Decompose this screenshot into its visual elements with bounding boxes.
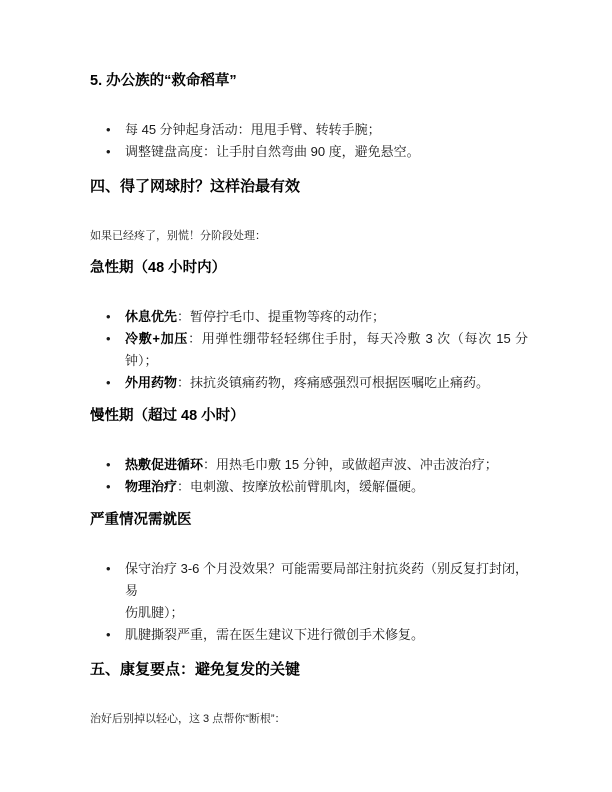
bullet-icon: •	[106, 479, 111, 494]
bullet-icon: •	[106, 375, 111, 390]
list-item-line	[125, 624, 528, 646]
text-run: ：暂停拧毛巾、提重物等疼的动作；	[177, 309, 386, 324]
bullet-icon: •	[106, 331, 111, 346]
bold-term: 休息优先	[125, 309, 178, 324]
list-item-line	[125, 372, 528, 394]
bullet-icon: •	[106, 561, 111, 576]
bold-term: 物理治疗	[125, 479, 178, 494]
bullet-list	[90, 306, 528, 394]
subsection-heading: 5. 办公族的“救命稻草”	[90, 73, 237, 89]
list-item	[90, 306, 528, 328]
text-run: 调整键盘高度：让手肘自然弯曲 90 度，避免悬空。	[125, 144, 420, 159]
bullet-icon: •	[106, 144, 111, 159]
section-heading: 四、得了网球肘？这样治最有效	[90, 178, 301, 195]
list-item-line	[125, 454, 528, 476]
bold-term: 热敷促进循环	[125, 457, 204, 472]
text-run: 保守治疗 3-6 个月没效果？可能需要局部注射抗炎药（别反复打封闭，易	[125, 561, 529, 598]
subsection-heading: 急性期（48 小时内）	[90, 260, 227, 276]
list-item-line	[125, 350, 528, 372]
list-item-line	[125, 602, 528, 624]
subsection-heading: 慢性期（超过 48 小时）	[90, 408, 245, 424]
text-run: 肌腱撕裂严重，需在医生建议下进行微创手术修复。	[125, 627, 425, 642]
list-item-line	[125, 558, 528, 602]
bullet-list	[90, 558, 528, 646]
list-item	[90, 119, 528, 141]
text-run: ：用弹性绷带轻轻绑住手肘，每天冷敷 3 次（每次 15 分	[188, 331, 528, 346]
bullet-icon: •	[106, 309, 111, 324]
bold-term: 冷敷+加压	[125, 331, 189, 346]
list-item-line	[125, 141, 528, 163]
list-item-line	[125, 306, 528, 328]
bullet-list	[90, 119, 528, 163]
list-item	[90, 454, 528, 476]
list-item	[90, 624, 528, 646]
text-run: ：抹抗炎镇痛药物，疼痛感强烈可根据医嘱吃止痛药。	[177, 375, 490, 390]
text-run: 钟）；	[125, 353, 158, 368]
list-item-line	[125, 476, 528, 498]
bullet-list	[90, 454, 528, 498]
list-item-line	[125, 328, 528, 350]
bold-term: 外用药物	[125, 375, 178, 390]
document-content	[90, 72, 528, 730]
text-run: 伤肌腱）；	[125, 605, 184, 620]
list-item	[90, 141, 528, 163]
bullet-icon: •	[106, 627, 111, 642]
text-run: ：用热毛巾敷 15 分钟，或做超声波、冲击波治疗；	[203, 457, 498, 472]
subsection-heading: 严重情况需就医	[90, 512, 192, 528]
list-item	[90, 328, 528, 372]
paragraph: 如果已经疼了，别慌！分阶段处理：	[90, 230, 266, 242]
list-item	[90, 476, 528, 498]
bullet-icon: •	[106, 457, 111, 472]
text-run: 每 45 分钟起身活动：甩甩手臂、转转手腕；	[125, 122, 381, 137]
text-run: ：电刺激、按摩放松前臂肌肉，缓解僵硬。	[177, 479, 425, 494]
list-item	[90, 372, 528, 394]
section-heading: 五、康复要点：避免复发的关键	[90, 661, 301, 678]
list-item-line	[125, 119, 528, 141]
list-item	[90, 558, 528, 624]
bullet-icon: •	[106, 122, 111, 137]
paragraph: 治好后别掉以轻心，这 3 点帮你“断根”：	[90, 713, 286, 725]
